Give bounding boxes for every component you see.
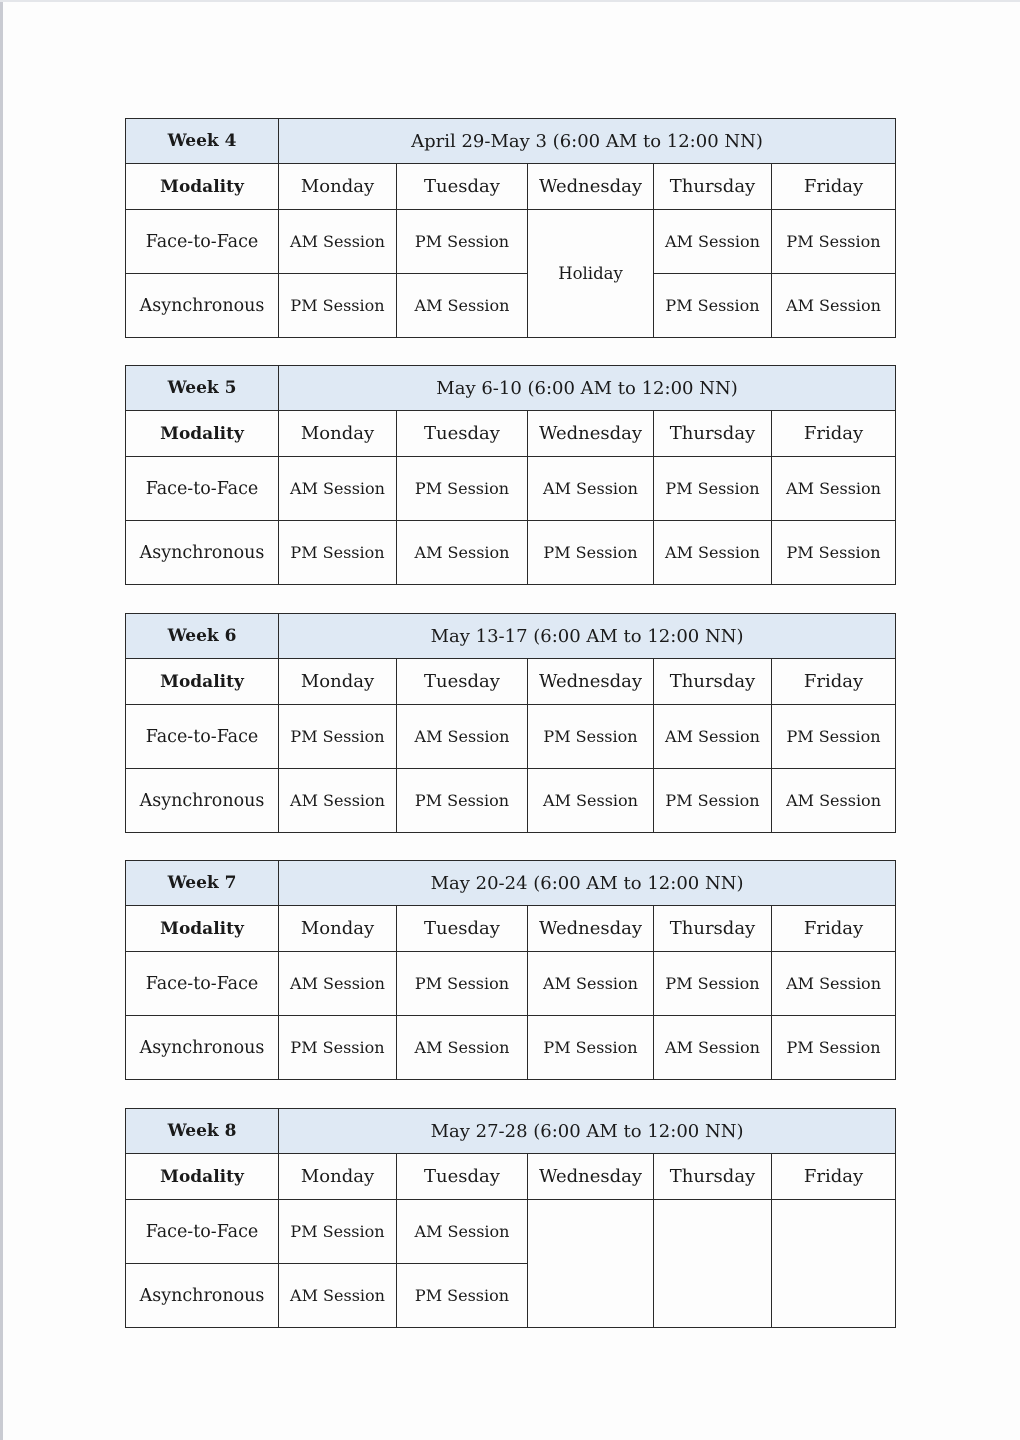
day-header-thursday: Thursday: [654, 906, 772, 952]
day-header-monday: Monday: [279, 1154, 397, 1200]
session-cell: AM Session: [397, 1016, 528, 1080]
session-cell: AM Session: [528, 952, 654, 1016]
day-header-friday: Friday: [772, 164, 896, 210]
session-cell: PM Session: [279, 274, 397, 338]
mode-asynchronous: Asynchronous: [126, 274, 279, 338]
modality-header: Modality: [126, 906, 279, 952]
session-cell: AM Session: [397, 274, 528, 338]
session-cell: PM Session: [772, 1016, 896, 1080]
day-header-tuesday: Tuesday: [397, 906, 528, 952]
session-cell: PM Session: [279, 705, 397, 769]
mode-asynchronous: Asynchronous: [126, 1264, 279, 1328]
session-cell: AM Session: [279, 210, 397, 274]
day-header-wednesday: Wednesday: [528, 1154, 654, 1200]
day-header-tuesday: Tuesday: [397, 164, 528, 210]
day-header-wednesday: Wednesday: [528, 659, 654, 705]
session-cell: AM Session: [654, 1016, 772, 1080]
week-5-table: [125, 365, 896, 585]
session-cell: PM Session: [654, 769, 772, 833]
week-label: Week 8: [126, 1109, 279, 1154]
week-8-table: [125, 1108, 896, 1328]
session-cell: PM Session: [528, 1016, 654, 1080]
day-header-monday: Monday: [279, 659, 397, 705]
mode-face-to-face: Face-to-Face: [126, 457, 279, 521]
session-cell: PM Session: [772, 210, 896, 274]
session-cell: AM Session: [772, 457, 896, 521]
empty-cell-wednesday: [528, 1200, 654, 1328]
week-label: Week 5: [126, 366, 279, 411]
session-cell: PM Session: [279, 521, 397, 585]
session-cell: PM Session: [279, 1200, 397, 1264]
page-edge-top: [0, 0, 1020, 2]
modality-header: Modality: [126, 1154, 279, 1200]
day-header-friday: Friday: [772, 1154, 896, 1200]
day-header-monday: Monday: [279, 906, 397, 952]
page-edge: [0, 0, 3, 1440]
day-header-friday: Friday: [772, 906, 896, 952]
mode-face-to-face: Face-to-Face: [126, 952, 279, 1016]
session-cell: PM Session: [654, 274, 772, 338]
date-range: May 6-10 (6:00 AM to 12:00 NN): [279, 366, 896, 411]
day-header-tuesday: Tuesday: [397, 659, 528, 705]
session-cell: PM Session: [654, 952, 772, 1016]
day-header-wednesday: Wednesday: [528, 906, 654, 952]
day-header-thursday: Thursday: [654, 659, 772, 705]
session-cell: AM Session: [772, 274, 896, 338]
week-label: Week 6: [126, 614, 279, 659]
session-cell: AM Session: [397, 1200, 528, 1264]
date-range: April 29-May 3 (6:00 AM to 12:00 NN): [279, 119, 896, 164]
session-cell: AM Session: [397, 521, 528, 585]
session-cell: PM Session: [528, 705, 654, 769]
week-label: Week 4: [126, 119, 279, 164]
session-cell: AM Session: [528, 457, 654, 521]
modality-header: Modality: [126, 659, 279, 705]
mode-face-to-face: Face-to-Face: [126, 1200, 279, 1264]
mode-asynchronous: Asynchronous: [126, 769, 279, 833]
modality-header: Modality: [126, 411, 279, 457]
mode-asynchronous: Asynchronous: [126, 1016, 279, 1080]
day-header-wednesday: Wednesday: [528, 164, 654, 210]
empty-cell-friday: [772, 1200, 896, 1328]
date-range: May 13-17 (6:00 AM to 12:00 NN): [279, 614, 896, 659]
session-cell: PM Session: [397, 457, 528, 521]
session-cell: AM Session: [279, 1264, 397, 1328]
mode-face-to-face: Face-to-Face: [126, 705, 279, 769]
session-cell: AM Session: [654, 210, 772, 274]
week-4-table: [125, 118, 896, 338]
day-header-monday: Monday: [279, 164, 397, 210]
session-cell: PM Session: [397, 769, 528, 833]
session-cell: PM Session: [397, 952, 528, 1016]
session-cell: AM Session: [654, 521, 772, 585]
session-cell: PM Session: [772, 705, 896, 769]
session-cell: AM Session: [279, 952, 397, 1016]
day-header-thursday: Thursday: [654, 164, 772, 210]
day-header-monday: Monday: [279, 411, 397, 457]
session-cell: AM Session: [772, 769, 896, 833]
session-cell: PM Session: [279, 1016, 397, 1080]
session-cell: AM Session: [654, 705, 772, 769]
session-cell: AM Session: [279, 769, 397, 833]
session-cell: AM Session: [397, 705, 528, 769]
holiday-cell: Holiday: [528, 210, 654, 338]
session-cell: AM Session: [772, 952, 896, 1016]
session-cell: PM Session: [772, 521, 896, 585]
session-cell: PM Session: [528, 521, 654, 585]
mode-face-to-face: Face-to-Face: [126, 210, 279, 274]
day-header-tuesday: Tuesday: [397, 411, 528, 457]
session-cell: AM Session: [279, 457, 397, 521]
mode-asynchronous: Asynchronous: [126, 521, 279, 585]
day-header-wednesday: Wednesday: [528, 411, 654, 457]
session-cell: PM Session: [397, 210, 528, 274]
session-cell: PM Session: [397, 1264, 528, 1328]
session-cell: PM Session: [654, 457, 772, 521]
date-range: May 20-24 (6:00 AM to 12:00 NN): [279, 861, 896, 906]
day-header-tuesday: Tuesday: [397, 1154, 528, 1200]
day-header-thursday: Thursday: [654, 1154, 772, 1200]
week-7-table: [125, 860, 896, 1080]
modality-header: Modality: [126, 164, 279, 210]
week-label: Week 7: [126, 861, 279, 906]
session-cell: AM Session: [528, 769, 654, 833]
day-header-thursday: Thursday: [654, 411, 772, 457]
date-range: May 27-28 (6:00 AM to 12:00 NN): [279, 1109, 896, 1154]
day-header-friday: Friday: [772, 659, 896, 705]
empty-cell-thursday: [654, 1200, 772, 1328]
week-6-table: [125, 613, 896, 833]
day-header-friday: Friday: [772, 411, 896, 457]
